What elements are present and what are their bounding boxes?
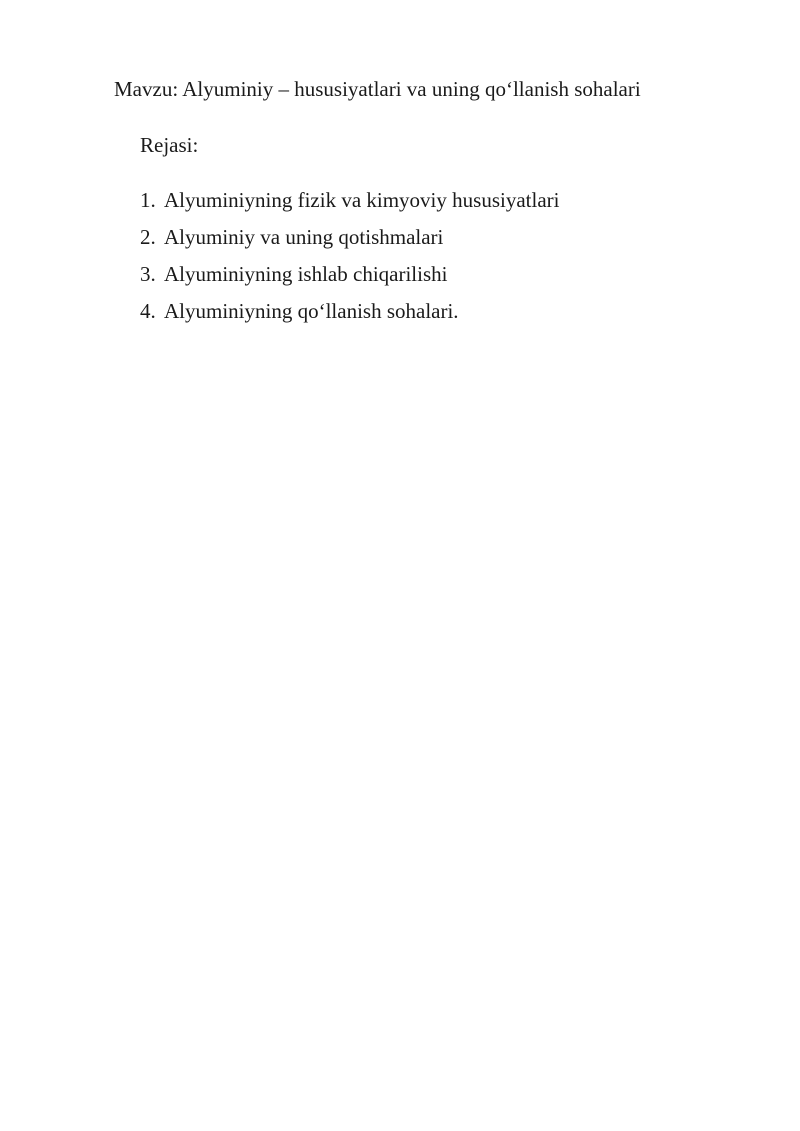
plan-list	[140, 186, 559, 334]
plan-item-number: 1.	[140, 188, 156, 212]
plan-item-text: Alyuminiyning ishlab chiqarilishi	[164, 262, 448, 286]
plan-item-text: Alyuminiyning fizik va kimyoviy hususiyatlari	[164, 188, 560, 212]
document-title: Mavzu: Alyuminiy – hususiyatlari va uning qo‘llanish sohalari	[114, 77, 641, 101]
plan-item	[140, 260, 559, 297]
plan-item	[140, 297, 559, 334]
plan-heading: Rejasi:	[140, 133, 199, 157]
plan-item-number: 3.	[140, 262, 156, 286]
plan-item-text: Alyuminiyning qo‘llanish sohalari.	[164, 299, 459, 323]
plan-item-number: 2.	[140, 225, 156, 249]
plan-item	[140, 186, 559, 223]
plan-item	[140, 223, 559, 260]
plan-item-text: Alyuminiy va uning qotishmalari	[164, 225, 444, 249]
plan-item-number: 4.	[140, 299, 156, 323]
